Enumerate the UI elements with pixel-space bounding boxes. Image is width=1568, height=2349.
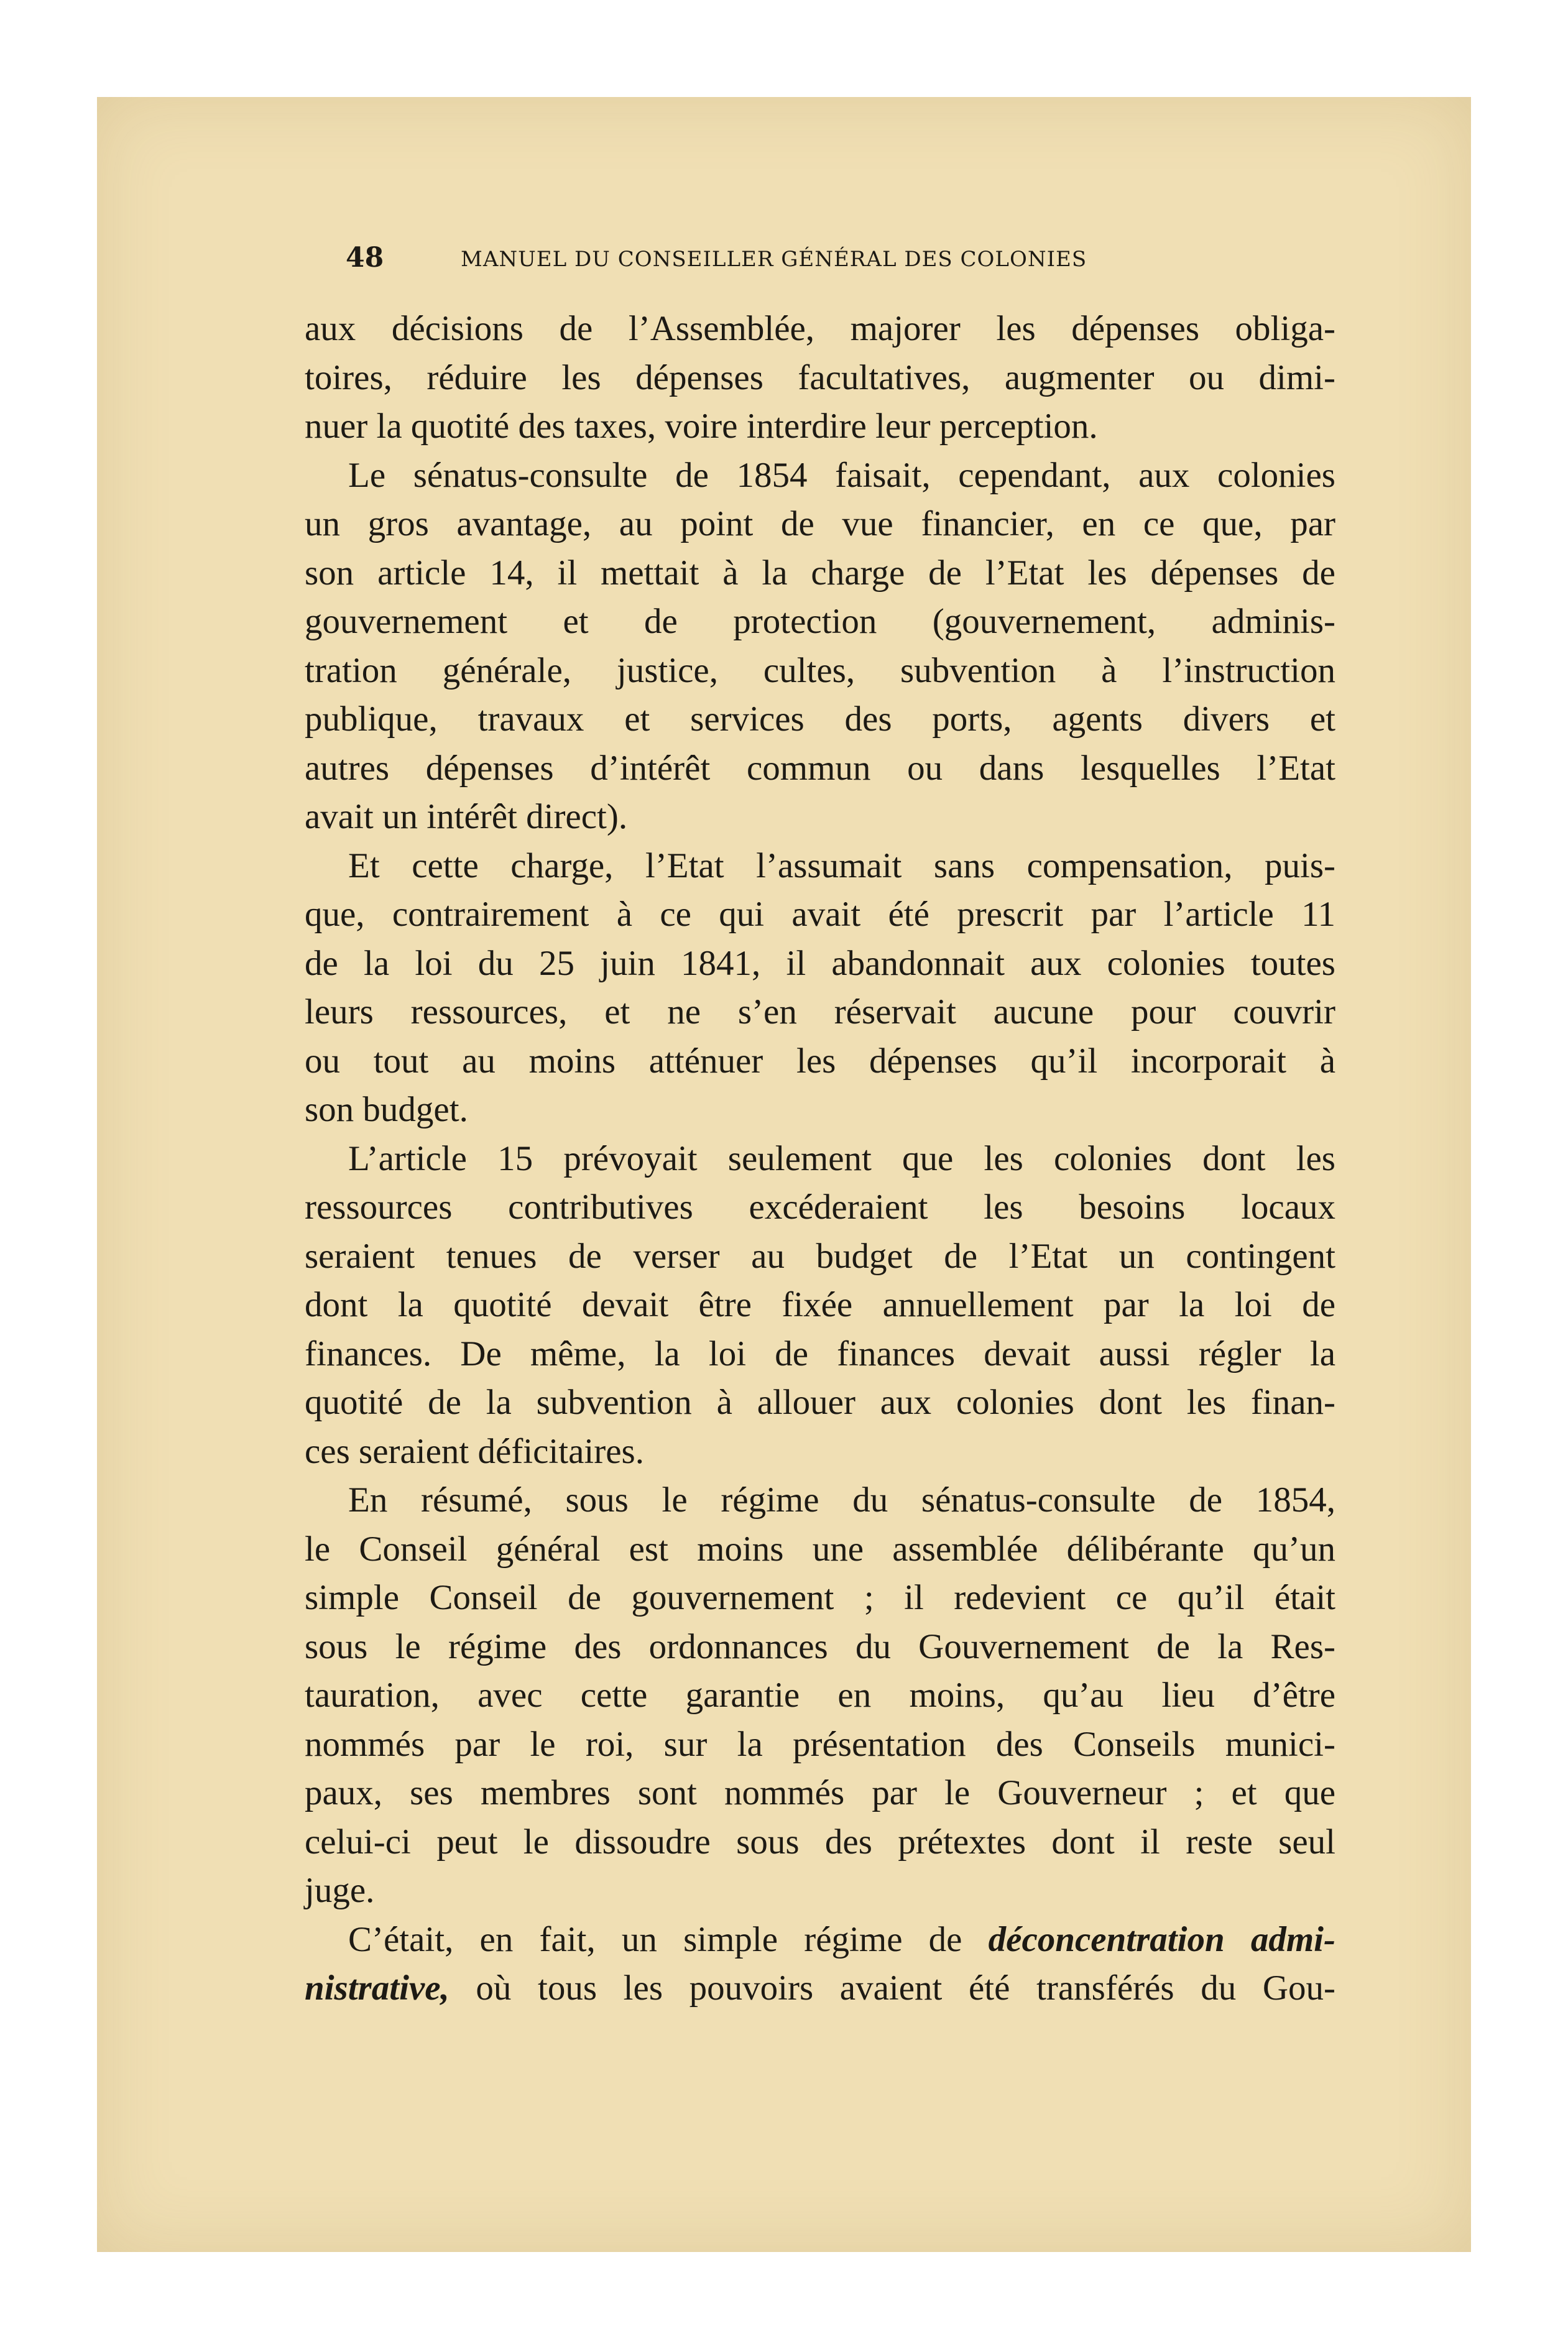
- paragraph-first-line: [305, 1916, 1335, 1965]
- italic-term: déconcentration admi-: [988, 1919, 1335, 1959]
- text-line: un gros avantage, au point de vue financier, en ce que, par: [305, 504, 1335, 543]
- text-line: dont la quotité devait être fixée annuellement par la loi de: [305, 1285, 1335, 1324]
- text-line: toires, réduire les dépenses facultatives, augmenter ou dimi-: [305, 358, 1335, 397]
- running-title: MANUEL DU CONSEILLER GÉNÉRAL DES COLONIES: [461, 247, 1087, 272]
- text-line: autres dépenses d’intérêt commun ou dans lesquelles l’Etat: [305, 748, 1335, 788]
- text-segment: où tous les pouvoirs avaient été transférés du Gou-: [449, 1968, 1335, 2008]
- text-line: tauration, avec cette garantie en moins, qu’au lieu d’être: [305, 1676, 1335, 1715]
- text-segment: C’était, en fait, un simple régime de: [348, 1919, 989, 1959]
- text-line: son article 14, il mettait à la charge de l’Etat les dépenses de: [305, 553, 1335, 593]
- text-body: [305, 305, 1335, 2013]
- text-line: ou tout au moins atténuer les dépenses qu’il incorporait à: [305, 1041, 1335, 1081]
- text-line: quotité de la subvention à allouer aux colonies dont les finan-: [305, 1383, 1335, 1422]
- text-line: ces seraient déficitaires.: [305, 1431, 644, 1471]
- italic-term: nistrative,: [305, 1968, 450, 2008]
- text-line: avait un intérêt direct).: [305, 797, 628, 836]
- text-line: nommés par le roi, sur la présentation des Conseils munici-: [305, 1724, 1335, 1764]
- text-line: simple Conseil de gouvernement ; il redevient ce qu’il était: [305, 1578, 1335, 1617]
- text-line: nuer la quotité des taxes, voire interdire leur perception.: [305, 407, 1098, 446]
- text-line: sous le régime des ordonnances du Gouvernement de la Res-: [305, 1627, 1335, 1666]
- text-line: leurs ressources, et ne s’en réservait aucune pour couvrir: [305, 992, 1335, 1031]
- text-line: publique, travaux et services des ports, agents divers et: [305, 699, 1335, 739]
- paragraph-first-line: Le sénatus-consulte de 1854 faisait, cependant, aux colonies: [348, 455, 1335, 495]
- text-line: ressources contributives excéderaient les besoins locaux: [305, 1188, 1335, 1227]
- paragraph-first-line: L’article 15 prévoyait seulement que les colonies dont les: [348, 1138, 1335, 1178]
- page-number: 48: [346, 242, 384, 274]
- text-line: celui-ci peut le dissoudre sous des prétextes dont il reste seul: [305, 1822, 1335, 1862]
- paragraph-first-line: En résumé, sous le régime du sénatus-consulte de 1854,: [348, 1480, 1335, 1520]
- text-line: finances. De même, la loi de finances devait aussi régler la: [305, 1334, 1335, 1373]
- running-head: [346, 240, 1340, 276]
- text-line: de la loi du 25 juin 1841, il abandonnait aux colonies toutes: [305, 943, 1335, 983]
- text-line: juge.: [305, 1871, 375, 1910]
- text-line: paux, ses membres sont nommés par le Gouverneur ; et que: [305, 1773, 1335, 1812]
- text-line: le Conseil général est moins une assemblée délibérante qu’un: [305, 1529, 1335, 1569]
- text-line: son budget.: [305, 1090, 468, 1129]
- text-line: seraient tenues de verser au budget de l’Etat un contingent: [305, 1236, 1335, 1276]
- text-line: gouvernement et de protection (gouvernement, adminis-: [305, 602, 1335, 641]
- text-line: aux décisions de l’Assemblée, majorer les dépenses obliga-: [305, 309, 1335, 348]
- paragraph-first-line: Et cette charge, l’Etat l’assumait sans compensation, puis-: [348, 846, 1335, 885]
- text-line: que, contrairement à ce qui avait été prescrit par l’article 11: [305, 895, 1335, 934]
- text-line: [305, 1964, 1335, 2013]
- text-line: tration générale, justice, cultes, subvention à l’instruction: [305, 650, 1335, 690]
